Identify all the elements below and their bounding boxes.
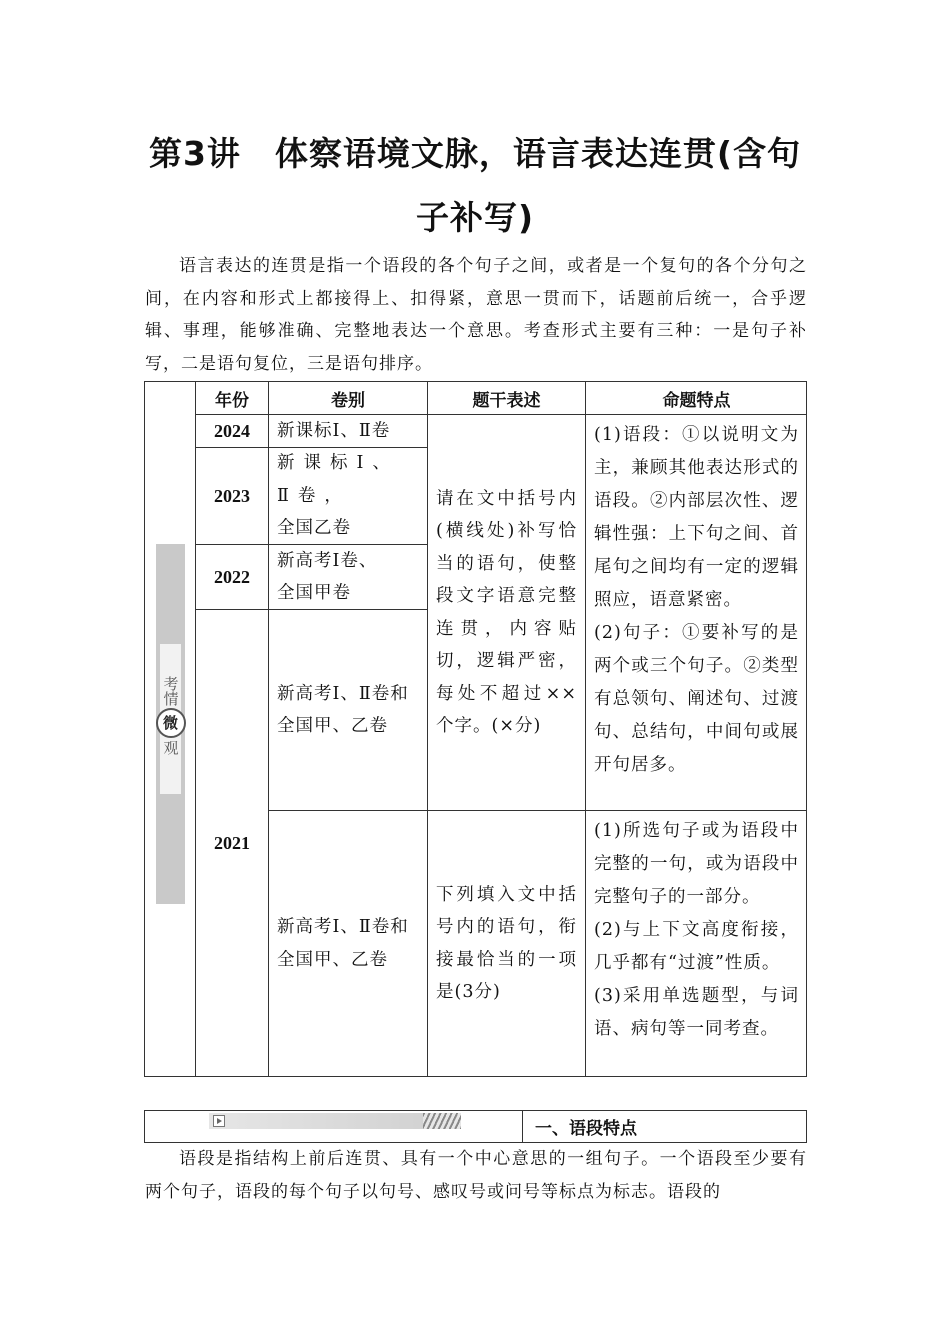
header-feature: 命题特点 <box>586 382 807 415</box>
prompt-cell: 请在文中括号内(横线处)补写恰当的语句，使整段文字语意完整连贯，内容贴切，逻辑严密，每处不超过××个字。(×分) <box>428 415 586 811</box>
stripes-decoration <box>423 1113 461 1129</box>
volume-cell: 新高考Ⅰ、Ⅱ卷和全国甲、乙卷 <box>269 610 428 811</box>
section-header <box>144 1110 807 1143</box>
feature-item: (2)与上下文高度衔接，几乎都有“过渡”性质。 <box>594 920 799 973</box>
year-cell: 2023 <box>196 448 269 545</box>
feature-cell <box>586 811 807 1076</box>
feature-item: (3)采用单选题型，与词语、病句等一同考查。 <box>594 986 799 1039</box>
divider <box>522 1111 523 1142</box>
section-title: 一、语段特点 <box>535 1119 637 1139</box>
play-icon <box>213 1115 225 1127</box>
side-label <box>160 644 181 794</box>
header-year: 年份 <box>196 382 269 415</box>
side-label-bar <box>156 544 185 904</box>
section-decoration <box>209 1113 461 1129</box>
year-cell: 2024 <box>196 415 269 448</box>
header-prompt: 题干表述 <box>428 382 586 415</box>
feature-item: (2)句子：①要补写的是两个或三个句子。②类型有总领句、阐述句、过渡句、总结句，中间句或展开句居多。 <box>594 623 799 775</box>
page-title: 第3讲 体察语境文脉，语言表达连贯(含句子补写) <box>148 134 802 237</box>
side-label-bottom: 观 <box>161 740 180 755</box>
side-label-column <box>145 382 196 1076</box>
feature-cell <box>586 415 807 811</box>
feature-item: (1)所选句子或为语段中完整的一句，或为语段中完整句子的一部分。 <box>594 821 799 907</box>
year-cell: 2021 <box>196 610 269 1076</box>
volume-line: 全国甲卷 <box>277 583 351 603</box>
volume-line: 新高考Ⅰ卷、 <box>277 550 378 571</box>
exam-table <box>144 381 807 1077</box>
volume-cell: 新高考Ⅰ、Ⅱ卷和全国甲、乙卷 <box>269 811 428 1076</box>
body-paragraph: 语段是指结构上前后连贯、具有一个中心意思的一组句子。一个语段至少要有两个句子，语段的每个句子以句号、感叹号或问号等标点为标志。语段的 <box>145 1149 807 1202</box>
volume-cell <box>269 448 428 545</box>
year-cell: 2022 <box>196 545 269 610</box>
header-volume: 卷别 <box>269 382 428 415</box>
volume-line: 新课标Ⅰ、Ⅱ卷， <box>277 453 399 506</box>
prompt-cell: 下列填入文中括号内的语句，衔接最恰当的一项是(3分) <box>428 811 586 1076</box>
volume-cell <box>269 545 428 610</box>
feature-item: (1)语段：①以说明文为主，兼顾其他表达形式的语段。②内部层次性、逻辑性强：上下句之间、首尾句之间均有一定的逻辑照应，语意紧密。 <box>594 425 799 610</box>
intro-paragraph: 语言表达的连贯是指一个语段的各个句子之间，或者是一个复句的各个分句之间，在内容和形式上都接得上、扣得紧，意思一贯而下，话题前后统一，合乎逻辑、事理，能够准确、完整地表达一个意思。考查形式主要有三种：一是句子补写，二是语句复位，三是语句排序。 <box>145 256 807 374</box>
volume-line: 全国乙卷 <box>277 518 351 539</box>
side-label-top: 考情 <box>161 676 180 706</box>
volume-cell: 新课标Ⅰ、Ⅱ卷 <box>269 415 428 448</box>
side-label-circle: 微 <box>156 708 186 738</box>
